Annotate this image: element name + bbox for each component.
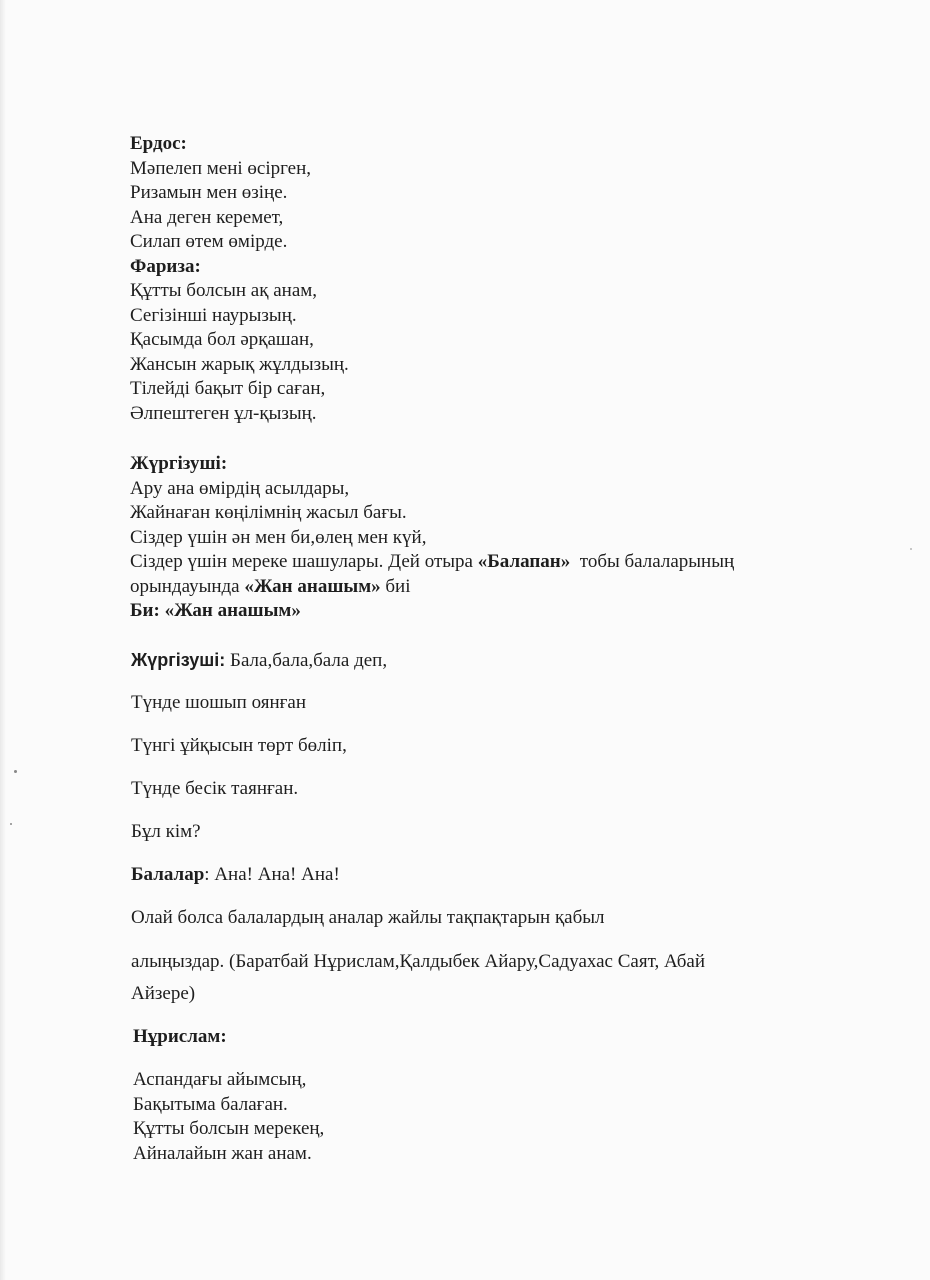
announcement-text: тобы балаларының (570, 551, 735, 572)
verse-line: Түнде шошып оянған (131, 692, 307, 713)
host-speech-block (130, 452, 734, 624)
verse-line: Бақытыма балаған. (133, 1093, 288, 1115)
verse-line: Аспандағы айымсың, (133, 1069, 307, 1090)
dance-name: «Жан анашым» (244, 575, 381, 597)
verse-line: Ризамын мен өзіңе. (130, 182, 288, 203)
verse-line: Бала,бала,бала деп, (225, 650, 388, 671)
verse-line: Түнде бесік таянған. (131, 778, 299, 799)
speaker-fariza: Фариза: (130, 255, 201, 277)
verse-line-announcement (130, 575, 734, 600)
group-name: «Балапан» (477, 551, 571, 572)
verse-line: Силап өтем өмірде. (130, 231, 288, 252)
verse-line: Жайнаған көңілімнің жасыл бағы. (130, 502, 407, 523)
poem-block-nurislam (133, 1068, 324, 1166)
verse-line: Жансын жарық жұлдызың. (130, 353, 349, 375)
verse-line: Ана деген керемет, (130, 206, 284, 228)
verse-line: Айналайын жан анам. (133, 1142, 312, 1164)
speaker-nurislam: Нұрислам: (133, 1026, 227, 1047)
scan-edge-shadow (0, 0, 6, 1280)
scan-speck (10, 823, 12, 825)
verse-line-announcement (130, 550, 734, 575)
verse-line: Ару ана өмірдің асылдары, (130, 477, 350, 499)
children-reply: : Ана! Ана! Ана! (204, 864, 340, 885)
verse-line: Түнгі ұйқысын төрт бөліп, (131, 735, 347, 756)
verse-line: Әлпештеген ұл-қызың. (130, 402, 317, 424)
children-reply-line (131, 863, 340, 887)
poem-block-erdos-fariza (130, 132, 349, 426)
verse-line: Құтты болсын ақ анам, (130, 280, 318, 301)
speaker-host: Жүргізуші: (130, 453, 228, 474)
speaker-host: Жүргізуші: (131, 650, 226, 670)
verse-line: Бұл кім? (131, 821, 201, 842)
announcement-text: орындауында (130, 575, 245, 597)
verse-line: Тілейді бақыт бір саған, (130, 378, 326, 399)
speaker-children: Балалар (131, 864, 205, 885)
paragraph-line: алыңыздар. (Баратбай Нұрислам,Қалдыбек Айару,Садуахас Саят, Абай (131, 951, 705, 972)
paragraph-line: Айзере) (131, 983, 196, 1004)
host-question-line (131, 648, 387, 673)
verse-line: Сегізінші наурызың. (130, 304, 297, 326)
announcement-text: биі (380, 575, 411, 597)
verse-line: Сіздер үшін ән мен би,өлең мен күй, (130, 526, 427, 548)
speaker-erdos: Ердос: (130, 133, 187, 154)
dance-title: Би: «Жан анашым» (130, 600, 301, 621)
announcement-text: Сіздер үшін мереке шашулары. Дей отыра (130, 551, 478, 572)
scan-speck (910, 548, 912, 550)
verse-line: Қасымда бол әрқашан, (130, 329, 314, 350)
scan-speck (14, 770, 17, 773)
verse-line: Құтты болсын мерекең, (133, 1118, 325, 1139)
paragraph-line: Олай болса балалардың аналар жайлы тақпақтарын қабыл (131, 907, 605, 928)
verse-line: Мәпелеп мені өсірген, (130, 157, 312, 179)
